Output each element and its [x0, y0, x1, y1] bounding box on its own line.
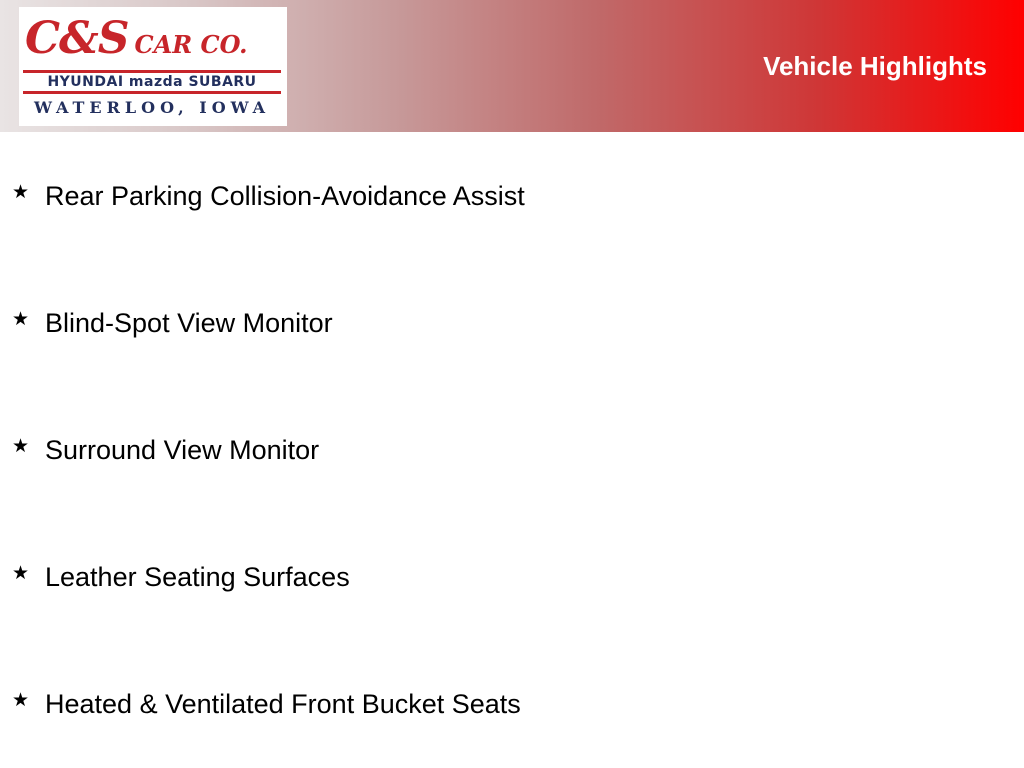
header-banner	[0, 0, 1024, 132]
list-item	[12, 684, 521, 724]
logo-brand-band	[23, 70, 281, 94]
highlight-label: Surround View Monitor	[45, 434, 320, 465]
logo-name-sub: CAR CO.	[134, 30, 248, 59]
highlight-label: Heated & Ventilated Front Bucket Seats	[45, 688, 521, 719]
logo-wordmark	[25, 13, 248, 64]
list-item	[12, 303, 333, 343]
star-icon: ★	[12, 181, 30, 203]
highlight-label: Blind-Spot View Monitor	[45, 307, 333, 338]
star-icon: ★	[12, 435, 30, 457]
list-item	[12, 557, 350, 597]
logo-location: WATERLOO, IOWA	[34, 98, 270, 117]
list-item	[12, 176, 525, 216]
dealer-logo	[19, 7, 287, 126]
logo-name-main: C&S	[25, 13, 129, 64]
list-item	[12, 430, 319, 470]
star-icon: ★	[12, 562, 30, 584]
logo-brands: HYUNDAI mazda SUBARU	[47, 74, 257, 90]
page-title: Vehicle Highlights	[763, 51, 987, 81]
highlight-label: Leather Seating Surfaces	[45, 561, 350, 592]
highlight-label: Rear Parking Collision-Avoidance Assist	[45, 180, 525, 211]
star-icon: ★	[12, 689, 30, 711]
star-icon: ★	[12, 308, 30, 330]
